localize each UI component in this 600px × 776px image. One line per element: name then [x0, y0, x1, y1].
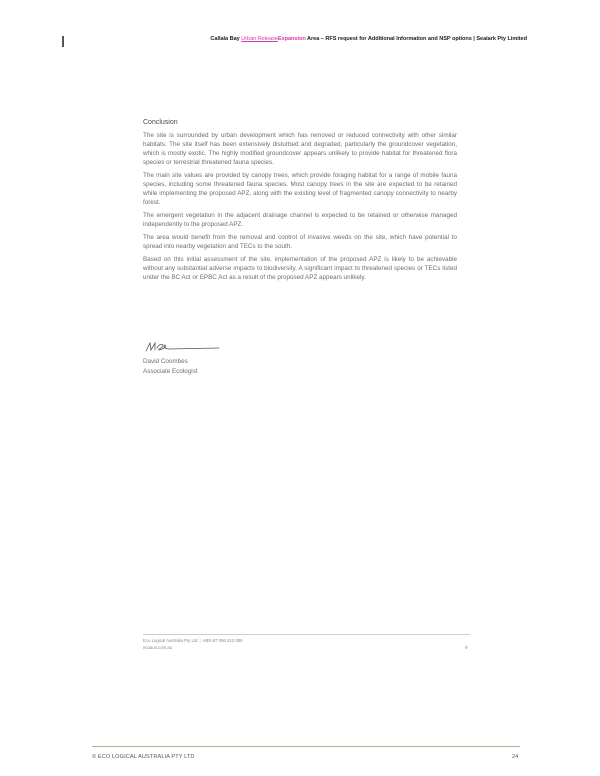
signatory-title: Associate Ecologist: [143, 368, 198, 375]
signatory-name: David Coombes: [143, 358, 188, 365]
change-bar: [62, 36, 64, 47]
embedded-page-number: 9: [465, 645, 468, 650]
embedded-page-body: [143, 118, 457, 286]
embedded-footer-abn: ABN 87 096 512 088: [202, 638, 243, 643]
page-header: [210, 36, 527, 42]
paragraph: The main site values are provided by canopy trees, which provide foraging habitat for a range of mobile fauna species, including some threatened fauna species. Most canopy trees in the site are expected to be retained while implementing the proposed APZ, along with the existing level of fragmented canopy connectivity to nearby forest.: [143, 172, 457, 206]
footer-divider: [92, 746, 520, 747]
embedded-footer-website: ecoaus.com.au: [143, 645, 173, 650]
embedded-footer-company: [143, 638, 243, 643]
footer-page-number: 24: [512, 754, 519, 760]
embedded-footer-divider: [143, 634, 470, 635]
header-prefix: Callala Bay: [210, 36, 242, 42]
paragraph: Based on this initial assessment of the site, implementation of the proposed APZ is likely to be achievable without any substantial adverse impacts to biodiversity. A significant impact to threatened species or TECs listed under the BC Act or EPBC Act as a result of the proposed APZ appears unlikely.: [143, 256, 457, 281]
paragraph: The site is surrounded by urban development which has removed or reduced connectivity with other similar habitats. The site itself has been extensively disturbed and degraded, particularly the groundcover vegetation, which is mostly exotic. The highly modified groundcover appears unlikely to provide habitat for threatened flora species or terrestrial threatened fauna species.: [143, 132, 457, 166]
footer-copyright: © ECO LOGICAL AUSTRALIA PTY LTD: [92, 754, 195, 760]
embedded-footer-separator: |: [199, 638, 201, 643]
signature-image: [143, 340, 223, 354]
header-tracked-insert-2: Expansion: [277, 36, 306, 42]
section-heading: Conclusion: [143, 119, 178, 126]
paragraph: The emergent vegetation in the adjacent drainage channel is expected to be retained or otherwise managed independently to the proposed APZ.: [143, 212, 457, 228]
embedded-footer-company-name: Eco Logical Australia Pty Ltd: [143, 638, 198, 643]
header-suffix: Area – RFS request for Additional Information and NSP options | Sealark Pty Limited: [305, 36, 527, 42]
paragraph: The area would benefit from the removal and control of invasive weeds on the site, which have potential to spread into nearby vegetation and TECs to the south.: [143, 234, 457, 250]
header-tracked-insert: Urban Release: [241, 36, 278, 42]
